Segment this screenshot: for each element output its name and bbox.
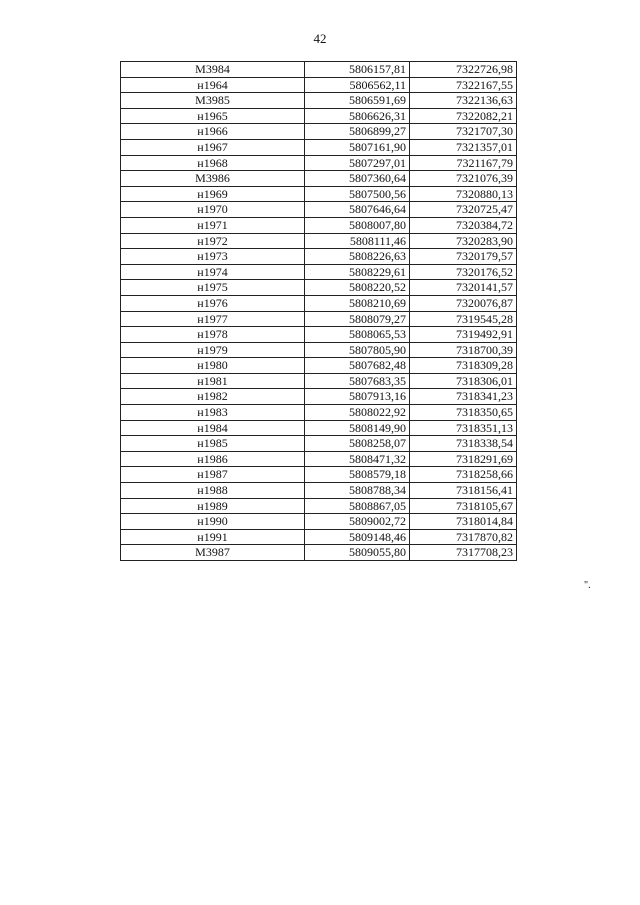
table-row	[121, 373, 517, 389]
x-coordinate-cell: 5809002,72	[305, 514, 410, 530]
x-coordinate-cell: 5808258,07	[305, 436, 410, 452]
point-name-cell: н1965	[121, 108, 305, 124]
point-name-cell: н1981	[121, 373, 305, 389]
x-coordinate-cell: 5808149,90	[305, 420, 410, 436]
point-name-cell: н1977	[121, 311, 305, 327]
x-coordinate-cell: 5808226,63	[305, 249, 410, 265]
table-row	[121, 327, 517, 343]
table-row	[121, 529, 517, 545]
table-row	[121, 295, 517, 311]
x-coordinate-cell: 5808065,53	[305, 327, 410, 343]
x-coordinate-cell: 5808079,27	[305, 311, 410, 327]
y-coordinate-cell: 7321076,39	[410, 171, 517, 187]
table-row	[121, 405, 517, 421]
y-coordinate-cell: 7318351,13	[410, 420, 517, 436]
point-name-cell: н1973	[121, 249, 305, 265]
point-name-cell: н1974	[121, 264, 305, 280]
x-coordinate-cell: 5806899,27	[305, 124, 410, 140]
x-coordinate-cell: 5807500,56	[305, 186, 410, 202]
y-coordinate-cell: 7320076,87	[410, 295, 517, 311]
point-name-cell: н1983	[121, 405, 305, 421]
x-coordinate-cell: 5808220,52	[305, 280, 410, 296]
y-coordinate-cell: 7318156,41	[410, 483, 517, 499]
x-coordinate-cell: 5807161,90	[305, 139, 410, 155]
table-row	[121, 342, 517, 358]
x-coordinate-cell: 5808229,61	[305, 264, 410, 280]
page-number: 42	[313, 31, 327, 46]
table-row	[121, 420, 517, 436]
y-coordinate-cell: 7322082,21	[410, 108, 517, 124]
y-coordinate-cell: 7318341,23	[410, 389, 517, 405]
y-coordinate-cell: 7321707,30	[410, 124, 517, 140]
point-name-cell: н1989	[121, 498, 305, 514]
table-row	[121, 77, 517, 93]
x-coordinate-cell: 5808022,92	[305, 405, 410, 421]
x-coordinate-cell: 5806157,81	[305, 62, 410, 78]
point-name-cell: н1988	[121, 483, 305, 499]
y-coordinate-cell: 7317870,82	[410, 529, 517, 545]
point-name-cell: н1987	[121, 467, 305, 483]
point-name-cell: М3987	[121, 545, 305, 561]
x-coordinate-cell: 5807683,35	[305, 373, 410, 389]
point-name-cell: н1991	[121, 529, 305, 545]
closing-quote-mark: ".	[584, 580, 591, 591]
table-row	[121, 545, 517, 561]
y-coordinate-cell: 7318306,01	[410, 373, 517, 389]
point-name-cell: М3985	[121, 93, 305, 109]
y-coordinate-cell: 7320880,13	[410, 186, 517, 202]
point-name-cell: н1964	[121, 77, 305, 93]
point-name-cell: н1968	[121, 155, 305, 171]
y-coordinate-cell: 7318258,66	[410, 467, 517, 483]
x-coordinate-cell: 5806626,31	[305, 108, 410, 124]
x-coordinate-cell: 5808471,32	[305, 451, 410, 467]
y-coordinate-cell: 7322726,98	[410, 62, 517, 78]
coordinates-table	[120, 61, 517, 561]
table-row	[121, 171, 517, 187]
point-name-cell: н1966	[121, 124, 305, 140]
point-name-cell: М3984	[121, 62, 305, 78]
y-coordinate-cell: 7320283,90	[410, 233, 517, 249]
point-name-cell: н1990	[121, 514, 305, 530]
y-coordinate-cell: 7318105,67	[410, 498, 517, 514]
point-name-cell: н1976	[121, 295, 305, 311]
x-coordinate-cell: 5808788,34	[305, 483, 410, 499]
point-name-cell: н1969	[121, 186, 305, 202]
point-name-cell: М3986	[121, 171, 305, 187]
x-coordinate-cell: 5808111,46	[305, 233, 410, 249]
table-row	[121, 451, 517, 467]
point-name-cell: н1985	[121, 436, 305, 452]
table-row	[121, 514, 517, 530]
x-coordinate-cell: 5807297,01	[305, 155, 410, 171]
y-coordinate-cell: 7321357,01	[410, 139, 517, 155]
table-row	[121, 62, 517, 78]
table-row	[121, 202, 517, 218]
table-row	[121, 108, 517, 124]
table-row	[121, 311, 517, 327]
y-coordinate-cell: 7318700,39	[410, 342, 517, 358]
x-coordinate-cell: 5806591,69	[305, 93, 410, 109]
table-row	[121, 139, 517, 155]
y-coordinate-cell: 7321167,79	[410, 155, 517, 171]
point-name-cell: н1967	[121, 139, 305, 155]
table-row	[121, 498, 517, 514]
y-coordinate-cell: 7318338,54	[410, 436, 517, 452]
x-coordinate-cell: 5808007,80	[305, 217, 410, 233]
x-coordinate-cell: 5807913,16	[305, 389, 410, 405]
y-coordinate-cell: 7318350,65	[410, 405, 517, 421]
table-row	[121, 249, 517, 265]
table-row	[121, 93, 517, 109]
y-coordinate-cell: 7320384,72	[410, 217, 517, 233]
x-coordinate-cell: 5807646,64	[305, 202, 410, 218]
y-coordinate-cell: 7322136,63	[410, 93, 517, 109]
table-row	[121, 358, 517, 374]
point-name-cell: н1984	[121, 420, 305, 436]
table-row	[121, 436, 517, 452]
point-name-cell: н1979	[121, 342, 305, 358]
point-name-cell: н1982	[121, 389, 305, 405]
point-name-cell: н1970	[121, 202, 305, 218]
y-coordinate-cell: 7318014,84	[410, 514, 517, 530]
y-coordinate-cell: 7320725,47	[410, 202, 517, 218]
x-coordinate-cell: 5809055,80	[305, 545, 410, 561]
y-coordinate-cell: 7322167,55	[410, 77, 517, 93]
y-coordinate-cell: 7319492,91	[410, 327, 517, 343]
x-coordinate-cell: 5808579,18	[305, 467, 410, 483]
x-coordinate-cell: 5807805,90	[305, 342, 410, 358]
point-name-cell: н1986	[121, 451, 305, 467]
table-row	[121, 233, 517, 249]
y-coordinate-cell: 7318309,28	[410, 358, 517, 374]
point-name-cell: н1972	[121, 233, 305, 249]
x-coordinate-cell: 5808210,69	[305, 295, 410, 311]
x-coordinate-cell: 5809148,46	[305, 529, 410, 545]
table-row	[121, 264, 517, 280]
y-coordinate-cell: 7320176,52	[410, 264, 517, 280]
table-row	[121, 389, 517, 405]
table-row	[121, 217, 517, 233]
table-row	[121, 186, 517, 202]
y-coordinate-cell: 7318291,69	[410, 451, 517, 467]
point-name-cell: н1975	[121, 280, 305, 296]
y-coordinate-cell: 7317708,23	[410, 545, 517, 561]
y-coordinate-cell: 7319545,28	[410, 311, 517, 327]
x-coordinate-cell: 5807360,64	[305, 171, 410, 187]
coordinates-table-body	[121, 62, 517, 561]
table-row	[121, 155, 517, 171]
x-coordinate-cell: 5807682,48	[305, 358, 410, 374]
table-row	[121, 124, 517, 140]
table-row	[121, 483, 517, 499]
table-row	[121, 280, 517, 296]
y-coordinate-cell: 7320179,57	[410, 249, 517, 265]
table-row	[121, 467, 517, 483]
x-coordinate-cell: 5806562,11	[305, 77, 410, 93]
y-coordinate-cell: 7320141,57	[410, 280, 517, 296]
point-name-cell: н1978	[121, 327, 305, 343]
x-coordinate-cell: 5808867,05	[305, 498, 410, 514]
point-name-cell: н1980	[121, 358, 305, 374]
point-name-cell: н1971	[121, 217, 305, 233]
